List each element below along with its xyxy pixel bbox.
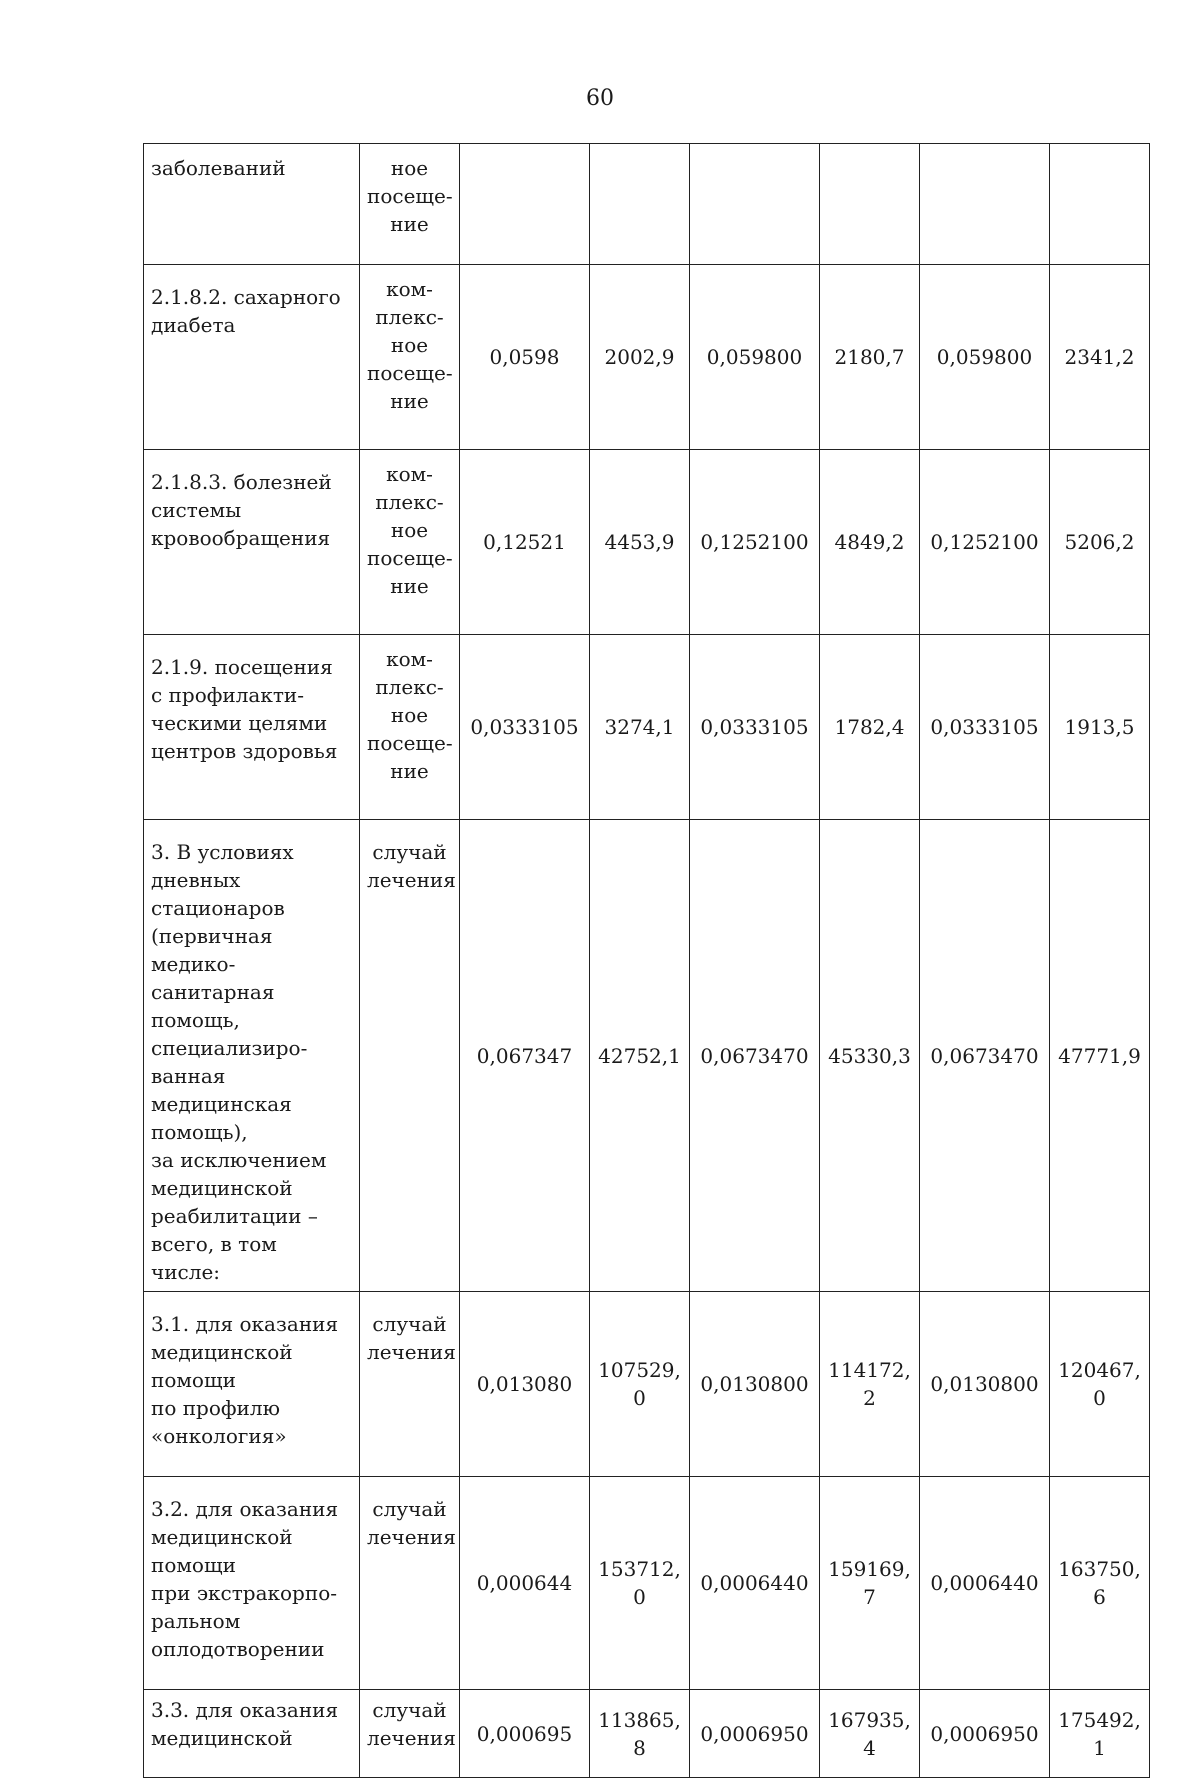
value-cell: 3274,1 (590, 635, 690, 820)
unit-cell: ком- плекс- ное посеще- ние (360, 450, 460, 635)
value-cell: 0,0673470 (920, 820, 1050, 1292)
table-row (144, 144, 1150, 265)
value-cell: 0,0006950 (920, 1690, 1050, 1778)
value-cell (1050, 144, 1150, 265)
value-cell: 159169, 7 (820, 1477, 920, 1690)
unit-cell: случай лечения (360, 1292, 460, 1477)
value-cell: 4453,9 (590, 450, 690, 635)
value-cell: 0,0006440 (920, 1477, 1050, 1690)
value-cell: 113865, 8 (590, 1690, 690, 1778)
value-cell: 45330,3 (820, 820, 920, 1292)
unit-cell: случай лечения (360, 820, 460, 1292)
value-cell: 0,0130800 (690, 1292, 820, 1477)
row-name-cell: 3. В условиях дневных стационаров (первичная медико-санитарная помощь, специализиро- ванная медицинская помощь), за исключением медицинской реабилитации – всего, в том числе: (144, 820, 360, 1292)
value-cell (590, 144, 690, 265)
value-cell: 114172, 2 (820, 1292, 920, 1477)
row-name-cell: заболеваний (144, 144, 360, 265)
page-number: 60 (586, 86, 614, 111)
row-name-cell: 2.1.9. посещения с профилакти- ческими целями центров здоровья (144, 635, 360, 820)
value-cell (690, 144, 820, 265)
value-cell: 42752,1 (590, 820, 690, 1292)
unit-cell: ком- плекс- ное посеще- ние (360, 265, 460, 450)
table-row (144, 1292, 1150, 1477)
table-row (144, 820, 1150, 1292)
value-cell: 175492, 1 (1050, 1690, 1150, 1778)
row-name-cell: 3.3. для оказания медицинской (144, 1690, 360, 1778)
volumes-table (143, 143, 1150, 1778)
value-cell: 0,0006950 (690, 1690, 820, 1778)
value-cell: 0,000695 (460, 1690, 590, 1778)
value-cell: 0,0673470 (690, 820, 820, 1292)
value-cell: 0,0333105 (920, 635, 1050, 820)
value-cell (460, 144, 590, 265)
table-row (144, 635, 1150, 820)
value-cell: 0,0333105 (460, 635, 590, 820)
value-cell (820, 144, 920, 265)
value-cell: 1913,5 (1050, 635, 1150, 820)
value-cell: 0,059800 (920, 265, 1050, 450)
value-cell: 47771,9 (1050, 820, 1150, 1292)
value-cell: 2180,7 (820, 265, 920, 450)
value-cell: 4849,2 (820, 450, 920, 635)
row-name-cell: 3.1. для оказания медицинской помощи по профилю «онкология» (144, 1292, 360, 1477)
value-cell: 0,0006440 (690, 1477, 820, 1690)
value-cell: 1782,4 (820, 635, 920, 820)
value-cell (920, 144, 1050, 265)
value-cell: 0,1252100 (690, 450, 820, 635)
value-cell: 0,0333105 (690, 635, 820, 820)
value-cell: 120467, 0 (1050, 1292, 1150, 1477)
value-cell: 0,059800 (690, 265, 820, 450)
unit-cell: ное посеще- ние (360, 144, 460, 265)
value-cell: 2002,9 (590, 265, 690, 450)
unit-cell: случай лечения (360, 1690, 460, 1778)
table-row (144, 450, 1150, 635)
value-cell: 0,1252100 (920, 450, 1050, 635)
value-cell: 5206,2 (1050, 450, 1150, 635)
value-cell: 0,12521 (460, 450, 590, 635)
row-name-cell: 2.1.8.2. сахарного диабета (144, 265, 360, 450)
table-row (144, 1690, 1150, 1778)
table-row (144, 265, 1150, 450)
value-cell: 0,0598 (460, 265, 590, 450)
row-name-cell: 2.1.8.3. болезней системы кровообращения (144, 450, 360, 635)
value-cell: 0,067347 (460, 820, 590, 1292)
unit-cell: ком- плекс- ное посеще- ние (360, 635, 460, 820)
unit-cell: случай лечения (360, 1477, 460, 1690)
value-cell: 0,013080 (460, 1292, 590, 1477)
value-cell: 0,000644 (460, 1477, 590, 1690)
value-cell: 163750, 6 (1050, 1477, 1150, 1690)
value-cell: 2341,2 (1050, 265, 1150, 450)
value-cell: 153712, 0 (590, 1477, 690, 1690)
table-row (144, 1477, 1150, 1690)
value-cell: 167935, 4 (820, 1690, 920, 1778)
value-cell: 107529, 0 (590, 1292, 690, 1477)
row-name-cell: 3.2. для оказания медицинской помощи при экстракорпо- ральном оплодотворении (144, 1477, 360, 1690)
value-cell: 0,0130800 (920, 1292, 1050, 1477)
